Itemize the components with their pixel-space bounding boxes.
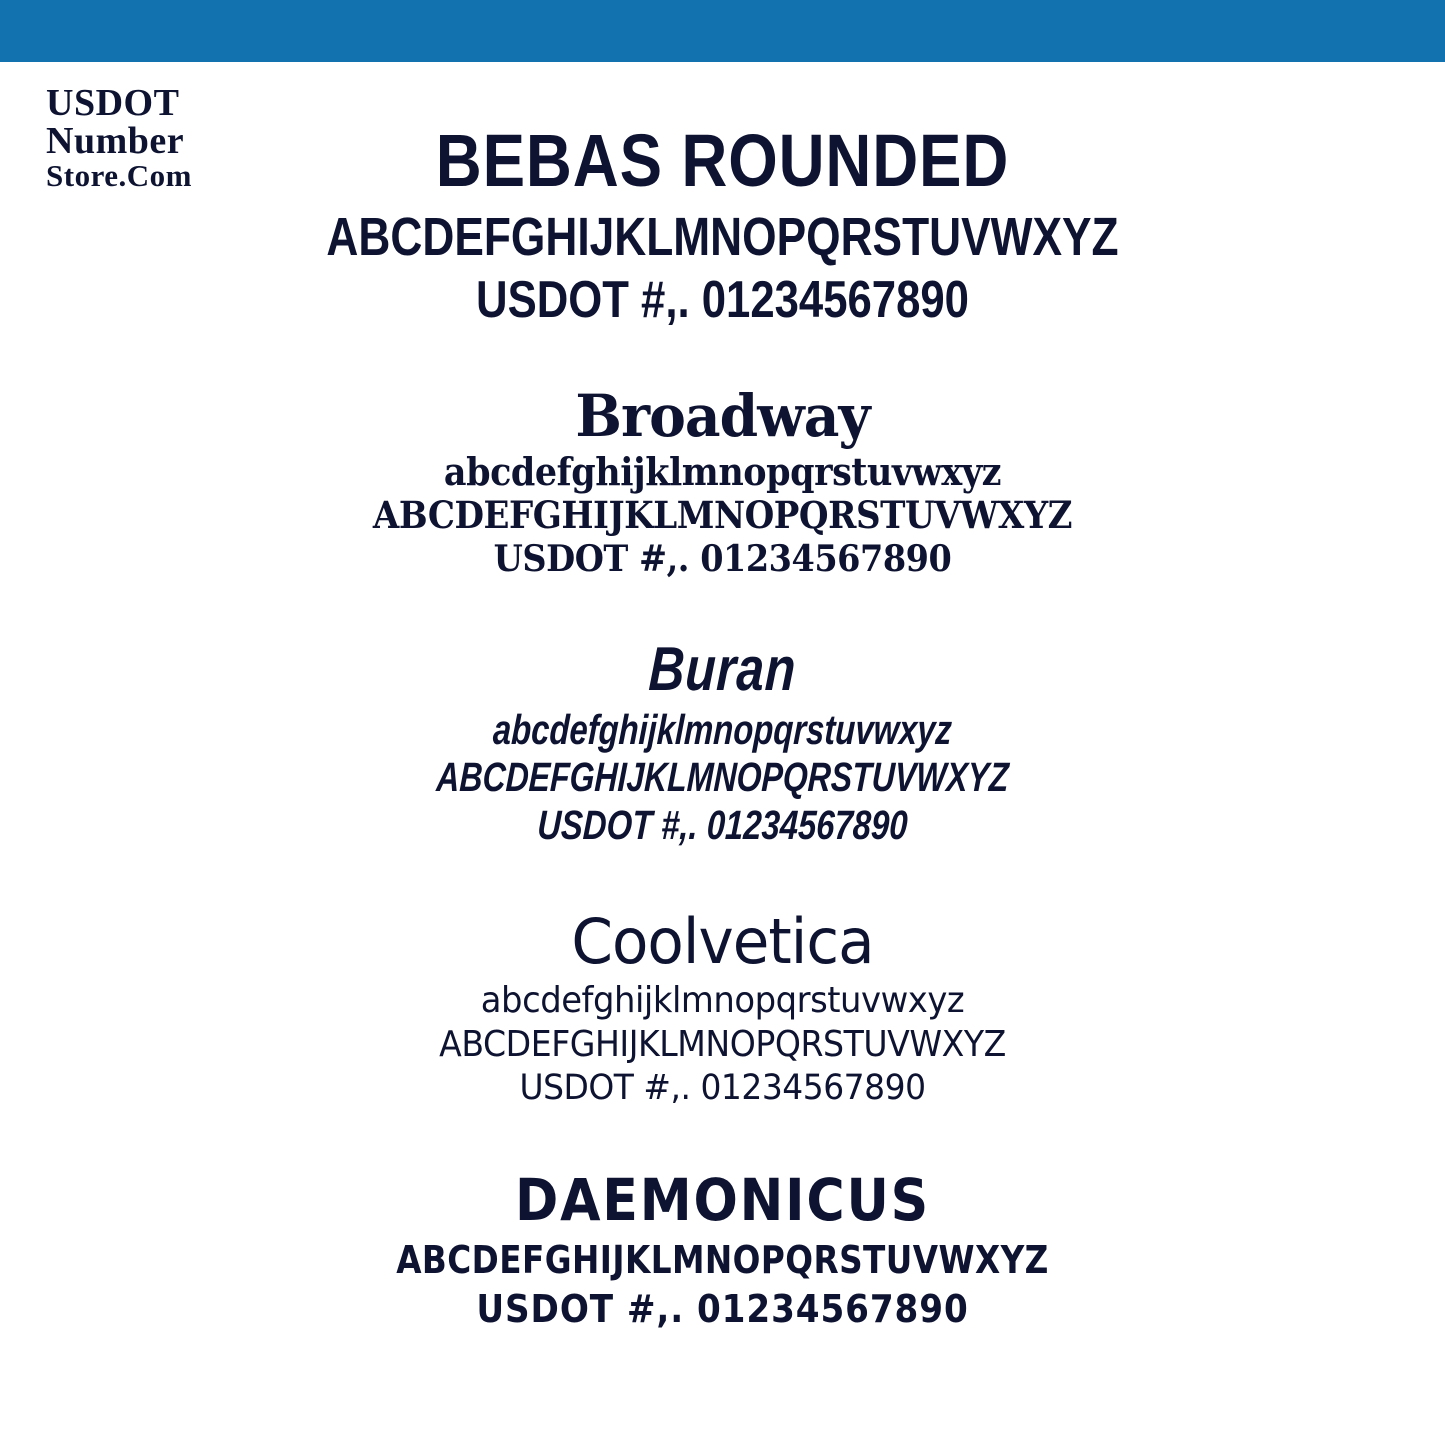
font-lowercase-alphabet: abcdefghijklmnopqrstuvwxyz — [443, 448, 1002, 494]
font-uppercase-alphabet: ABCDEFGHIJKLMNOPQRSTUVWXYZ — [439, 1023, 1006, 1065]
font-samples-list — [0, 120, 1445, 1344]
font-uppercase-alphabet: ABCDEFGHIJKLMNOPQRSTUVWXYZ — [396, 1238, 1049, 1283]
font-name: BEBAS ROUNDED — [435, 119, 1010, 202]
font-lowercase-alphabet: abcdefghijklmnopqrstuvwxyz — [492, 706, 953, 754]
font-sample-daemonicus — [0, 1168, 1445, 1330]
font-name: Buran — [647, 634, 798, 704]
font-name: Broadway — [575, 381, 870, 450]
font-usdot-sample: USDOT #,. 01234567890 — [493, 537, 952, 580]
font-lowercase-alphabet: abcdefghijklmnopqrstuvwxyz — [480, 979, 965, 1021]
font-uppercase-alphabet: ABCDEFGHIJKLMNOPQRSTUVWXYZ — [372, 493, 1073, 538]
logo-line-number: Number — [46, 120, 185, 162]
font-sample-buran — [0, 635, 1445, 849]
font-name: DAEMONICUS — [514, 1166, 931, 1235]
font-usdot-sample: USDOT #,. 01234567890 — [519, 1068, 926, 1109]
font-uppercase-alphabet: ABCDEFGHIJKLMNOPQRSTUVWXYZ — [435, 754, 1010, 801]
font-usdot-sample: USDOT #,. 01234567890 — [536, 802, 909, 849]
font-sample-coolvetica — [0, 907, 1445, 1108]
font-usdot-sample: USDOT #,. 01234567890 — [476, 1286, 969, 1331]
logo-line-store: Store.Com — [46, 158, 192, 193]
font-uppercase-alphabet: ABCDEFGHIJKLMNOPQRSTUVWXYZ — [326, 206, 1119, 267]
font-sample-bebas-rounded — [0, 120, 1445, 330]
font-sample-broadway — [0, 381, 1445, 580]
font-name: Coolvetica — [571, 905, 874, 979]
font-usdot-sample: USDOT #,. 01234567890 — [476, 271, 969, 330]
logo-line-usdot: USDOT — [46, 82, 180, 124]
top-color-bar — [0, 0, 1445, 62]
